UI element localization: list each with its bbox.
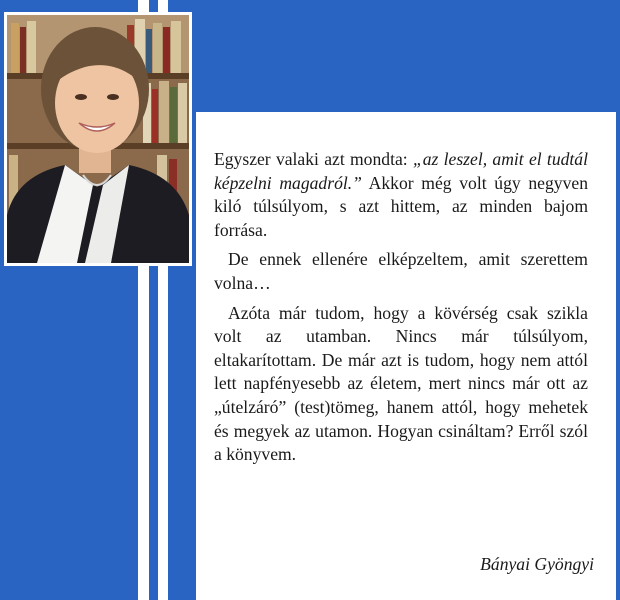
author-photo — [4, 12, 192, 266]
paragraph-2: De ennek ellenére elképzeltem, amit szerettem volna… — [214, 249, 588, 293]
paragraph-1-rest: Akkor még volt úgy negyven kiló túlsúlyom, s azt hittem, az minden bajom forrása. — [214, 172, 588, 240]
author-signature: Bányai Gyöngyi — [480, 554, 594, 574]
paragraph-3: Azóta már tudom, hogy a kövérség csak szikla volt az utamban. Nincs már túlsúlyom, eltakarítottam. De már azt is tudom, hogy nem attól lett napfényesebb az életem, mert nincs már ott az „útelzáró” (test)tömeg, hanem attól, hogy mehetek és megyek az utamon. Hogyan csináltam? Erről szól a könyvem. — [214, 302, 588, 465]
author-portrait-image — [7, 15, 189, 263]
quote-panel — [196, 112, 616, 600]
paragraph-1-intro: Egyszer valaki azt mondta: — [214, 149, 413, 169]
quoted-saying: „az leszel, amit el tudtál képzelni magadról.” — [214, 149, 588, 193]
paragraph-1 — [214, 148, 588, 242]
body-text — [214, 148, 588, 473]
